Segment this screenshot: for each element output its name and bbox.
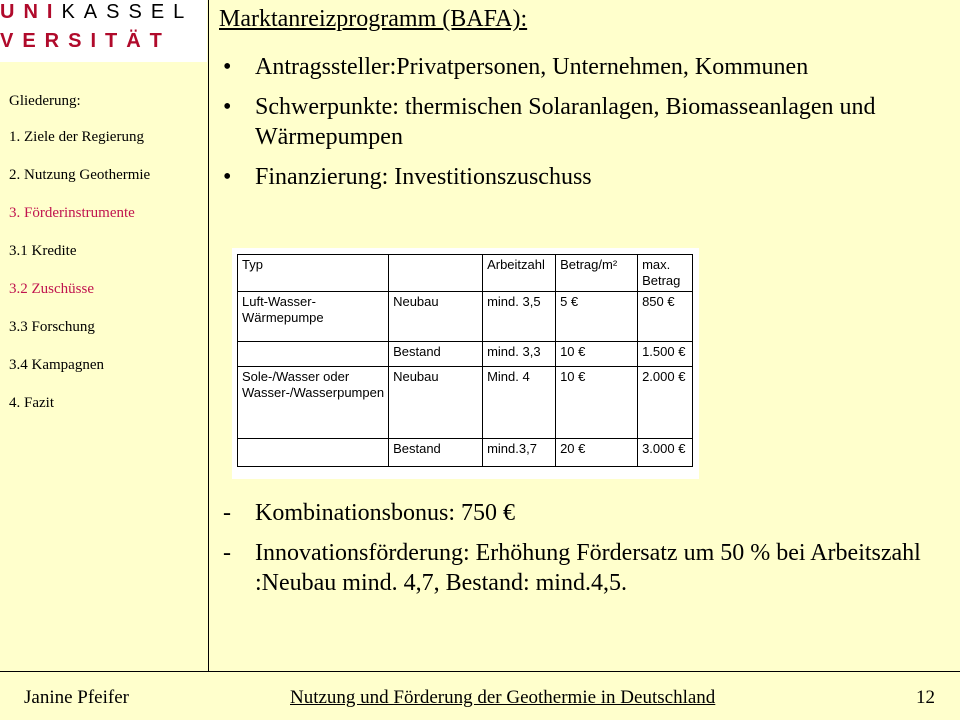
table-cell: Mind. 4 [483,367,556,439]
table-cell: mind.3,7 [483,439,556,467]
outline-item-kampagnen: 3.4 Kampagnen [9,357,104,373]
dash-item [219,538,939,598]
table-header-cell: max. Betrag [638,255,693,292]
table-cell: 10 € [556,342,638,367]
outline-item-ziele: 1. Ziele der Regierung [9,129,144,145]
slide-title: Marktanreizprogramm (BAFA): [219,6,528,32]
dash-text: Kombinationsbonus: 750 € [255,500,516,526]
table-cell: 10 € [556,367,638,439]
table-row [238,367,693,439]
bullet-item [219,52,939,82]
table-cell: Neubau [389,367,483,439]
bullet-text: Finanzierung: Investitionszuschuss [255,164,592,190]
table-header-cell [389,255,483,292]
dash-mark: - [223,540,231,566]
funding-table-image [232,248,699,479]
table-header-cell: Arbeitzahl [483,255,556,292]
bullet-text: Schwerpunkte: thermischen Solaranlagen, Biomasseanlagen und Wärmepumpen [255,94,876,150]
footer-author: Janine Pfeifer [24,687,129,708]
logo-text-red-1: UNI [0,1,62,23]
table-cell: Bestand [389,439,483,467]
table-cell: 5 € [556,292,638,342]
outline-sidebar [9,90,204,430]
logo-text-red-2: VERSITÄT [0,30,171,52]
outline-item-zuschuesse: 3.2 Zuschüsse [9,281,94,297]
dash-list [219,498,939,608]
table-cell: 2.000 € [638,367,693,439]
bullet-mark: • [223,164,232,190]
funding-table [237,254,693,467]
outline-heading: Gliederung: [9,93,81,109]
table-cell: mind. 3,3 [483,342,556,367]
dash-mark: - [223,500,231,526]
outline-item-nutzung: 2. Nutzung Geothermie [9,167,151,183]
table-row [238,439,693,467]
bullet-text: Antragssteller:Privatpersonen, Unternehmen, Kommunen [255,54,809,80]
dash-text: Innovationsförderung: Erhöhung Fördersatz um 50 % bei Arbeitszahl :Neubau mind. 4,7, Bestand: mind.4,5. [255,540,921,596]
logo-row-1 [0,1,193,24]
table-row [238,292,693,342]
page-number: 12 [916,687,935,708]
bullet-mark: • [223,94,232,120]
table-cell: 20 € [556,439,638,467]
bullet-mark: • [223,54,232,80]
table-cell: mind. 3,5 [483,292,556,342]
footer-divider [0,671,960,672]
outline-item-forschung: 3.3 Forschung [9,319,95,335]
logo-text-black: KASSEL [61,1,194,23]
university-logo [0,0,207,62]
table-cell: Neubau [389,292,483,342]
outline-item-foerderinstrumente: 3. Förderinstrumente [9,205,135,221]
table-cell: 1.500 € [638,342,693,367]
table-cell: 3.000 € [638,439,693,467]
table-header-cell: Typ [238,255,389,292]
bullet-list [219,52,939,202]
table-row [238,342,693,367]
outline-item-fazit: 4. Fazit [9,395,54,411]
table-header-row [238,255,693,292]
table-cell [238,342,389,367]
table-cell: Bestand [389,342,483,367]
table-header-cell: Betrag/m² [556,255,638,292]
table-cell: Luft-Wasser-Wärmepumpe [238,292,389,342]
table-cell: Sole-/Wasser oder Wasser-/Wasserpumpen [238,367,389,439]
logo-row-2 [0,30,171,53]
table-cell: 850 € [638,292,693,342]
table-cell [238,439,389,467]
sidebar-divider [208,0,209,672]
outline-item-kredite: 3.1 Kredite [9,243,77,259]
bullet-item [219,92,939,152]
footer-title: Nutzung und Förderung der Geothermie in Deutschland [290,687,716,708]
dash-item [219,498,939,528]
bullet-item [219,162,939,192]
